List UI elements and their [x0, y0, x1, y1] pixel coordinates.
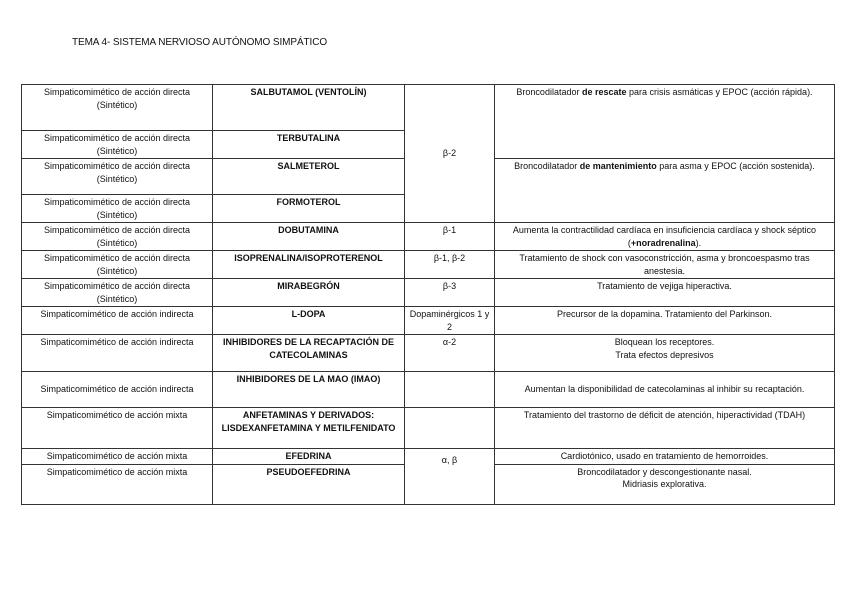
use-cell-recaptacion: Bloquean los receptores. Trata efectos depresivos: [495, 335, 835, 372]
table-row: [22, 223, 835, 251]
receptor-cell-beta2: β-2: [405, 85, 495, 223]
type-cell: Simpaticomimético de acción directa (Sintético): [22, 195, 213, 223]
type-cell: Simpaticomimético de acción directa (Sintético): [22, 279, 213, 307]
use-cell-anfetaminas: Tratamiento del trastorno de déficit de atención, hiperactividad (TDAH): [495, 408, 835, 449]
drug-cell-isoprenalina: ISOPRENALINA/ISOPROTERENOL: [213, 251, 405, 279]
drug-cell-formoterol: FORMOTEROL: [213, 195, 405, 223]
drug-cell-anfetaminas: ANFETAMINAS Y DERIVADOS: LISDEXANFETAMINA Y METILFENIDATO: [213, 408, 405, 449]
drug-cell-salbutamol: SALBUTAMOL (VENTOLÍN): [213, 85, 405, 131]
receptor-cell-alpha2: α-2: [405, 335, 495, 372]
drug-table: [21, 84, 835, 505]
table-row: [22, 335, 835, 372]
page-title: TEMA 4- SISTEMA NERVIOSO AUTÓNOMO SIMPÁTICO: [72, 37, 328, 48]
use-cell-mantenimiento: Broncodilatador de mantenimiento para asma y EPOC (acción sostenida).: [495, 159, 835, 223]
table-row: [22, 307, 835, 335]
table-row: [22, 408, 835, 449]
receptor-cell-empty: [405, 408, 495, 449]
type-cell: Simpaticomimético de acción directa (Sintético): [22, 223, 213, 251]
use-cell-imao: Aumentan la disponibilidad de catecolaminas al inhibir su recaptación.: [495, 372, 835, 408]
type-cell: Simpaticomimético de acción directa (Sintético): [22, 159, 213, 195]
table-row: [22, 279, 835, 307]
receptor-cell-beta1: β-1: [405, 223, 495, 251]
receptor-cell-beta3: β-3: [405, 279, 495, 307]
type-cell: Simpaticomimético de acción indirecta: [22, 335, 213, 372]
type-cell: Simpaticomimético de acción mixta: [22, 464, 213, 504]
use-cell-isoprenalina: Tratamiento de shock con vasoconstricción, asma y broncoespasmo tras anestesia.: [495, 251, 835, 279]
table-row: [22, 372, 835, 408]
use-cell-efedrina: Cardiotónico, usado en tratamiento de hemorroides.: [495, 449, 835, 465]
use-cell-mirabegron: Tratamiento de vejiga hiperactiva.: [495, 279, 835, 307]
drug-cell-mirabegron: MIRABEGRÓN: [213, 279, 405, 307]
drug-cell-efedrina: EFEDRINA: [213, 449, 405, 465]
receptor-cell-dopaminergic: Dopaminérgicos 1 y 2: [405, 307, 495, 335]
type-cell: Simpaticomimético de acción indirecta: [22, 372, 213, 408]
table-row: [22, 85, 835, 131]
receptor-cell-empty: [405, 372, 495, 408]
receptor-cell-beta1-beta2: β-1, β-2: [405, 251, 495, 279]
table-row: [22, 449, 835, 465]
drug-cell-imao: INHIBIDORES DE LA MAO (IMAO): [213, 372, 405, 408]
use-cell-pseudoefedrina: Broncodilatador y descongestionante nasal. Midriasis explorativa.: [495, 464, 835, 504]
receptor-cell-alpha-beta: α, β: [405, 449, 495, 505]
drug-cell-terbutalina: TERBUTALINA: [213, 131, 405, 159]
type-cell: Simpaticomimético de acción directa (Sintético): [22, 85, 213, 131]
type-cell: Simpaticomimético de acción mixta: [22, 408, 213, 449]
type-cell: Simpaticomimético de acción directa (Sintético): [22, 131, 213, 159]
drug-cell-pseudoefedrina: PSEUDOEFEDRINA: [213, 464, 405, 504]
drug-cell-ldopa: L-DOPA: [213, 307, 405, 335]
type-cell: Simpaticomimético de acción directa (Sintético): [22, 251, 213, 279]
drug-cell-salmeterol: SALMETEROL: [213, 159, 405, 195]
use-cell-dobutamina: Aumenta la contractilidad cardíaca en insuficiencia cardíaca y shock séptico (+noradrenalina).: [495, 223, 835, 251]
type-cell: Simpaticomimético de acción indirecta: [22, 307, 213, 335]
drug-cell-dobutamina: DOBUTAMINA: [213, 223, 405, 251]
use-cell-ldopa: Precursor de la dopamina. Tratamiento del Parkinson.: [495, 307, 835, 335]
drug-cell-recaptacion: INHIBIDORES DE LA RECAPTACIÓN DE CATECOLAMINAS: [213, 335, 405, 372]
type-cell: Simpaticomimético de acción mixta: [22, 449, 213, 465]
table-row: [22, 251, 835, 279]
use-cell-rescate: Broncodilatador de rescate para crisis asmáticas y EPOC (acción rápida).: [495, 85, 835, 159]
